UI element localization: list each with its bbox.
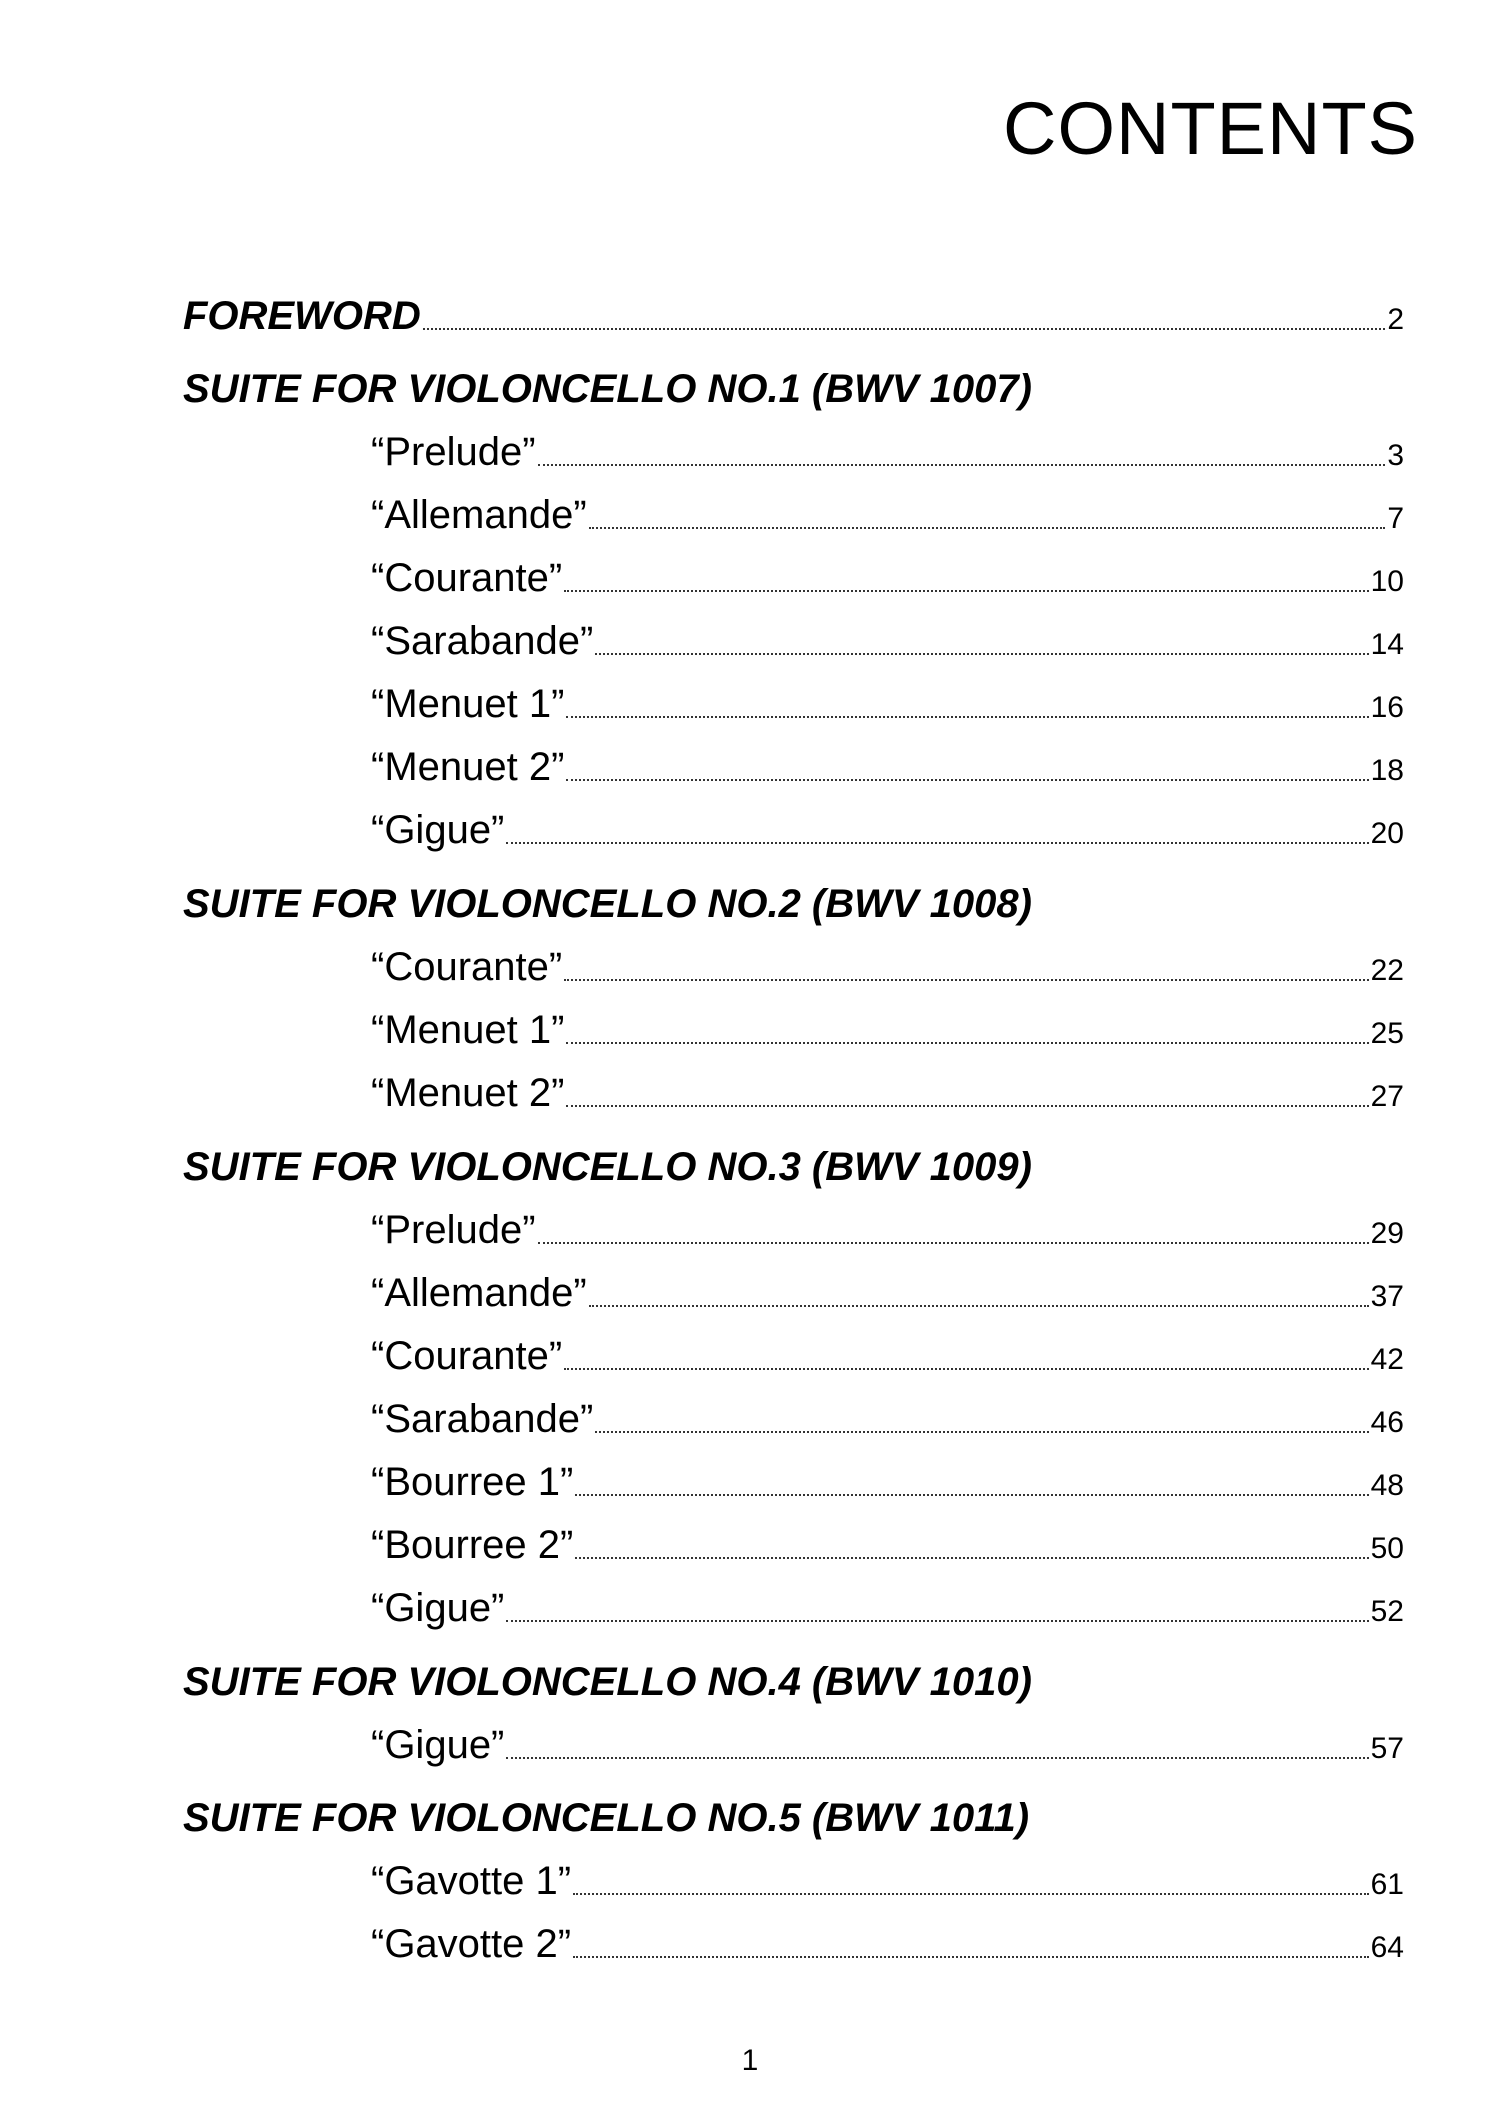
dot-leader	[506, 1620, 1368, 1622]
dot-leader	[573, 1893, 1369, 1895]
dot-leader	[564, 979, 1368, 981]
toc-page-number: 20	[1370, 817, 1404, 850]
toc-entry[interactable]	[371, 1845, 1404, 1901]
toc-label: “Gavotte 2”	[371, 1922, 572, 1966]
section-heading-label: SUITE FOR VIOLONCELLO NO.3 (BWV 1009)	[183, 1145, 1032, 1189]
toc-page-number: 29	[1370, 1217, 1404, 1250]
toc-label: “Gavotte 1”	[371, 1859, 572, 1903]
section-heading-label: SUITE FOR VIOLONCELLO NO.4 (BWV 1010)	[183, 1660, 1032, 1704]
toc-label: “Menuet 2”	[371, 745, 565, 789]
toc-page-number: 22	[1370, 954, 1404, 987]
toc-label: “Prelude”	[371, 430, 536, 474]
toc-entry[interactable]	[371, 994, 1404, 1050]
toc-label: “Gigue”	[371, 1723, 505, 1767]
toc-entry[interactable]	[371, 1572, 1404, 1628]
section-heading-label: SUITE FOR VIOLONCELLO NO.2 (BWV 1008)	[183, 882, 1032, 926]
toc-label: FOREWORD	[183, 294, 421, 338]
dot-leader	[423, 328, 1386, 330]
dot-leader	[595, 1431, 1368, 1433]
toc-entry[interactable]	[371, 1257, 1404, 1313]
dot-leader	[538, 464, 1386, 466]
toc-label: “Bourree 2”	[371, 1523, 574, 1567]
toc-label: “Allemande”	[371, 1271, 587, 1315]
dot-leader	[506, 1757, 1368, 1759]
toc-entry[interactable]	[371, 1383, 1404, 1439]
toc-entry[interactable]	[371, 1320, 1404, 1376]
section-heading-suite-1	[183, 353, 1032, 409]
page-number-footer: 1	[741, 2044, 759, 2077]
toc-page-number: 10	[1370, 565, 1404, 598]
toc-entry[interactable]	[371, 794, 1404, 850]
toc-page-number: 50	[1370, 1532, 1404, 1565]
toc-page-number: 2	[1387, 303, 1404, 336]
toc-label: “Prelude”	[371, 1208, 536, 1252]
dot-leader	[566, 1042, 1368, 1044]
section-heading-label: SUITE FOR VIOLONCELLO NO.5 (BWV 1011)	[183, 1796, 1030, 1840]
dot-leader	[564, 1368, 1368, 1370]
section-heading-suite-2	[183, 868, 1032, 924]
toc-entry[interactable]	[371, 668, 1404, 724]
toc-entry[interactable]	[371, 931, 1404, 987]
dot-leader	[595, 653, 1368, 655]
dot-leader	[573, 1956, 1369, 1958]
section-heading-suite-3	[183, 1131, 1032, 1187]
toc-label: “Courante”	[371, 945, 563, 989]
dot-leader	[589, 1305, 1369, 1307]
toc-entry[interactable]	[371, 542, 1404, 598]
toc-entry[interactable]	[371, 479, 1404, 535]
toc-page-number: 61	[1370, 1868, 1404, 1901]
page-title: CONTENTS	[1003, 87, 1418, 170]
dot-leader	[564, 590, 1368, 592]
toc-label: “Menuet 2”	[371, 1071, 565, 1115]
toc-page-number: 48	[1370, 1469, 1404, 1502]
toc-entry[interactable]	[371, 1194, 1404, 1250]
toc-label: “Allemande”	[371, 493, 587, 537]
toc-entry[interactable]	[371, 416, 1404, 472]
toc-label: “Courante”	[371, 556, 563, 600]
toc-label: “Sarabande”	[371, 619, 594, 663]
section-heading-suite-5	[183, 1782, 1029, 1838]
toc-page-number: 37	[1370, 1280, 1404, 1313]
dot-leader	[538, 1242, 1369, 1244]
dot-leader	[575, 1494, 1368, 1496]
toc-page-number: 7	[1387, 502, 1404, 535]
toc-entry[interactable]	[371, 1908, 1404, 1964]
toc-label: “Menuet 1”	[371, 682, 565, 726]
dot-leader	[589, 527, 1386, 529]
dot-leader	[566, 716, 1368, 718]
dot-leader	[566, 1105, 1368, 1107]
toc-entry[interactable]	[371, 1057, 1404, 1113]
toc-label: “Gigue”	[371, 808, 505, 852]
toc-label: “Sarabande”	[371, 1397, 594, 1441]
toc-label: “Menuet 1”	[371, 1008, 565, 1052]
toc-label: “Bourree 1”	[371, 1460, 574, 1504]
toc-entry[interactable]	[371, 731, 1404, 787]
toc-entry[interactable]	[371, 1509, 1404, 1565]
section-heading-suite-4	[183, 1646, 1032, 1702]
dot-leader	[566, 779, 1368, 781]
toc-page-number: 14	[1370, 628, 1404, 661]
toc-entry[interactable]	[371, 1709, 1404, 1765]
section-heading-label: SUITE FOR VIOLONCELLO NO.1 (BWV 1007)	[183, 367, 1032, 411]
toc-page-number: 27	[1370, 1080, 1404, 1113]
toc-page-number: 18	[1370, 754, 1404, 787]
toc-label: “Courante”	[371, 1334, 563, 1378]
dot-leader	[575, 1557, 1368, 1559]
toc-page-number: 16	[1370, 691, 1404, 724]
toc-page-number: 42	[1370, 1343, 1404, 1376]
toc-page-number: 3	[1387, 439, 1404, 472]
toc-label: “Gigue”	[371, 1586, 505, 1630]
toc-entry[interactable]	[371, 605, 1404, 661]
toc-page-number: 25	[1370, 1017, 1404, 1050]
toc-page-number: 52	[1370, 1595, 1404, 1628]
toc-entry[interactable]	[371, 1446, 1404, 1502]
toc-page-number: 46	[1370, 1406, 1404, 1439]
toc-page-number: 57	[1370, 1732, 1404, 1765]
toc-entry-foreword[interactable]	[183, 280, 1404, 336]
toc-page-number: 64	[1370, 1931, 1404, 1964]
dot-leader	[506, 842, 1368, 844]
